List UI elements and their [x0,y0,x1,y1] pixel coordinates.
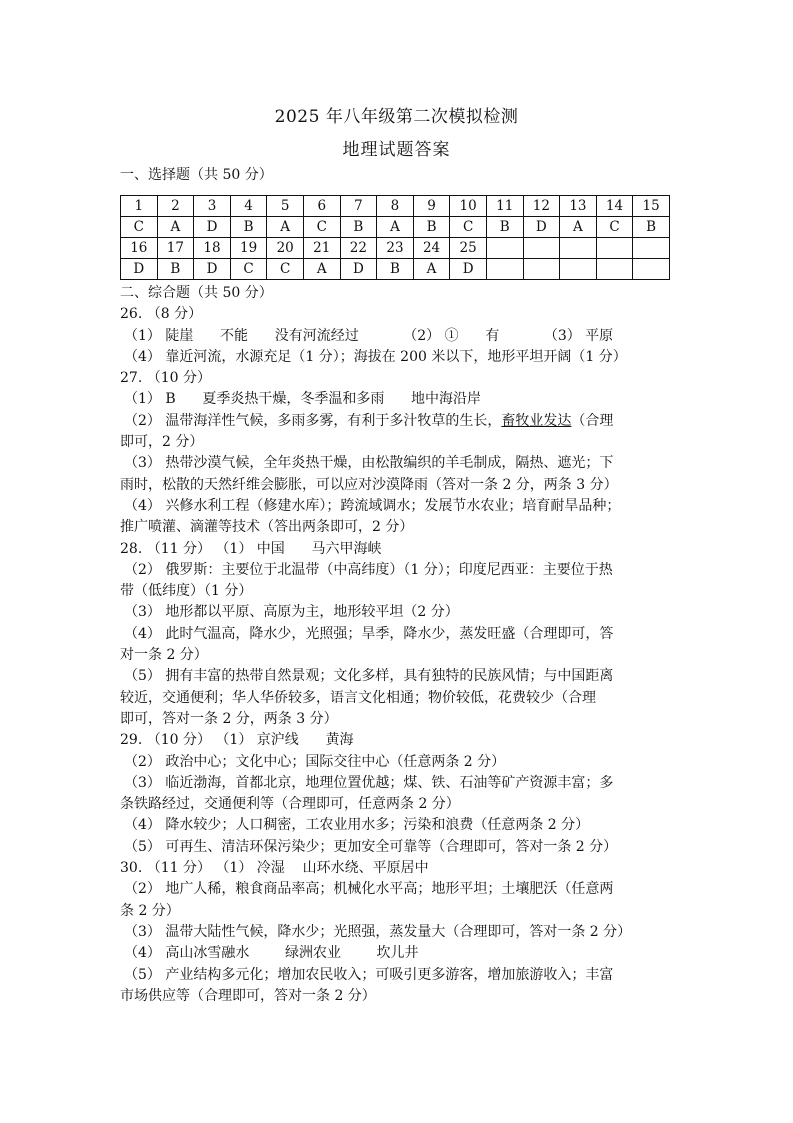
table-cell: 20 [267,238,304,259]
q29-answer-line: （4） 降水较少；人口稠密，工农业用水多；污染和浪费（任意两条 2 分） [124,817,590,834]
table-cell: 5 [267,196,304,217]
answer-table-row-numbers-2 [121,238,670,259]
table-cell: D [523,217,560,238]
table-cell [523,259,560,280]
table-cell: B [230,217,267,238]
table-cell: 24 [413,238,450,259]
table-cell: C [230,259,267,280]
q30-answer-line: 条 2 分） [120,902,180,919]
exam-title: 2025 年八年级第二次模拟检测 [274,107,519,127]
q30-answer-line: （4） 高山冰雪融水 绿洲农业 坎儿井 [124,945,419,962]
q29-header: 29. （10 分） （1） 京沪线 黄海 [120,732,354,749]
table-cell: D [194,217,231,238]
answer-table-row-numbers-1 [121,196,670,217]
table-cell: B [157,259,194,280]
table-cell [633,238,670,259]
q28-answer-line: （2） 俄罗斯：主要位于北温带（中高纬度）（1 分）；印度尼西亚：主要位于热 [124,561,613,578]
table-cell: 17 [157,238,194,259]
table-cell: D [450,259,487,280]
table-cell: 13 [560,196,597,217]
q27-answer-line: （1） B 夏季炎热干燥，冬季温和多雨 地中海沿岸 [124,391,482,408]
section-comprehensive-heading: 二、综合题（共 50 分） [120,285,273,301]
table-cell: 15 [633,196,670,217]
q27-answer-line: 雨时，松散的天然纤维会膨胀，可以应对沙漠降雨（答对一条 2 分，两条 3 分） [120,476,618,493]
table-cell: B [633,217,670,238]
table-cell: A [377,217,414,238]
table-cell: D [121,259,158,280]
q30-header: 30. （11 分） （1） 冷湿 山环水绕、平原居中 [120,860,429,877]
q28-answer-line: （3） 地形都以平原、高原为主，地形较平坦（2 分） [124,604,459,621]
q27-answer-line: 推广喷灌、滴灌等技术（答出两条即可，2 分） [120,519,414,536]
table-cell: 2 [157,196,194,217]
q29-answer-line: （3） 临近渤海，首都北京，地理位置优越；煤、铁、石油等矿产资源丰富；多 [124,774,614,791]
table-cell: C [303,217,340,238]
table-cell [560,238,597,259]
table-cell [486,259,523,280]
table-cell: A [560,217,597,238]
table-cell: C [596,217,633,238]
table-cell: 23 [377,238,414,259]
table-cell: 21 [303,238,340,259]
q27-answer-line: （3） 热带沙漠气候，全年炎热干燥，由松散编织的羊毛制成，隔热、遮光；下 [124,455,614,472]
q30-answer-line: （2） 地广人稀，粮食商品率高；机械化水平高；地形平坦；土壤肥沃（任意两 [124,881,614,898]
table-cell: 10 [450,196,487,217]
q30-answer-line: （3） 温带大陆性气候，降水少；光照强，蒸发量大（合理即可，答对一条 2 分） [124,923,632,940]
table-cell: 14 [596,196,633,217]
q27-answer-line: （4） 兴修水利工程（修建水库）；跨流域调水；发展节水农业；培育耐旱品种； [124,497,621,514]
q28-answer-line: 带（低纬度）（1 分） [120,583,253,600]
q29-answer-line: 条铁路经过，交通便利等（合理即可，任意两条 2 分） [120,796,460,813]
q26-answer-line: （4） 靠近河流，水源充足（1 分）；海拔在 200 米以下，地形平坦开阔（1 分） [124,348,627,365]
table-cell: 18 [194,238,231,259]
table-cell: 4 [230,196,267,217]
q27-text: （合理 [571,412,614,429]
q28-answer-line: 即可，答对一条 2 分，两条 3 分） [120,710,338,727]
table-cell: B [413,217,450,238]
table-cell [486,238,523,259]
table-cell: A [267,217,304,238]
table-cell: B [486,217,523,238]
q28-answer-line: 较近，交通便利；华人华侨较多，语言文化相通；物价较低，花费较少（合理 [120,689,596,706]
table-cell: 3 [194,196,231,217]
comprehensive-answers [120,283,680,1007]
answer-table [120,195,670,280]
table-cell: A [303,259,340,280]
answer-table-row-answers-1 [121,217,670,238]
exam-subtitle: 地理试题答案 [342,140,451,160]
table-cell: 11 [486,196,523,217]
table-cell: C [450,217,487,238]
table-cell [596,259,633,280]
q27-underlined-text: 畜牧业发达 [501,412,572,429]
q28-answer-line: 对一条 2 分） [120,647,208,664]
q29-answer-line: （5） 可再生、清洁环保污染少；更加安全可靠等（合理即可，答对一条 2 分） [124,838,618,855]
table-cell: D [340,259,377,280]
table-cell: B [377,259,414,280]
table-cell [633,259,670,280]
table-cell: 16 [121,238,158,259]
answer-table-row-answers-2 [121,259,670,280]
table-cell [596,238,633,259]
table-cell [523,238,560,259]
table-cell: 8 [377,196,414,217]
q28-header: 28. （11 分） （1） 中国 马六甲海峡 [120,540,382,557]
q27-answer-line [120,411,680,432]
table-cell: 12 [523,196,560,217]
table-cell: 9 [413,196,450,217]
table-cell: 1 [121,196,158,217]
table-cell: D [194,259,231,280]
table-cell: 7 [340,196,377,217]
table-cell: A [413,259,450,280]
section-choice-heading: 一、选择题（共 50 分） [120,167,273,183]
q26-header: 26. （8 分） [120,306,203,323]
table-cell: C [267,259,304,280]
q30-answer-line: 市场供应等（合理即可，答对一条 2 分） [120,987,376,1004]
q27-text: （2） 温带海洋性气候，多雨多雾，有利于多汁牧草的生长， [124,412,502,429]
q28-answer-line: （4） 此时气温高，降水少，光照强；旱季，降水少，蒸发旺盛（合理即可，答 [124,625,614,642]
table-cell: C [121,217,158,238]
table-cell: 6 [303,196,340,217]
q30-answer-line: （5） 产业结构多元化；增加农民收入；可吸引更多游客，增加旅游收入；丰富 [124,966,614,983]
table-cell: A [157,217,194,238]
table-cell: B [340,217,377,238]
table-cell [560,259,597,280]
q28-answer-line: （5） 拥有丰富的热带自然景观；文化多样，具有独特的民族风情；与中国距离 [124,668,614,685]
q27-header: 27. （10 分） [120,370,211,387]
table-cell: 19 [230,238,267,259]
table-cell: 22 [340,238,377,259]
q27-answer-line: 即可，2 分） [120,434,204,451]
q29-answer-line: （2） 政治中心；文化中心；国际交往中心（任意两条 2 分） [124,753,506,770]
q26-answer-line: （1） 陡崖 不能 没有河流经过 （2） ① 有 （3） 平原 [124,327,614,344]
table-cell: 25 [450,238,487,259]
